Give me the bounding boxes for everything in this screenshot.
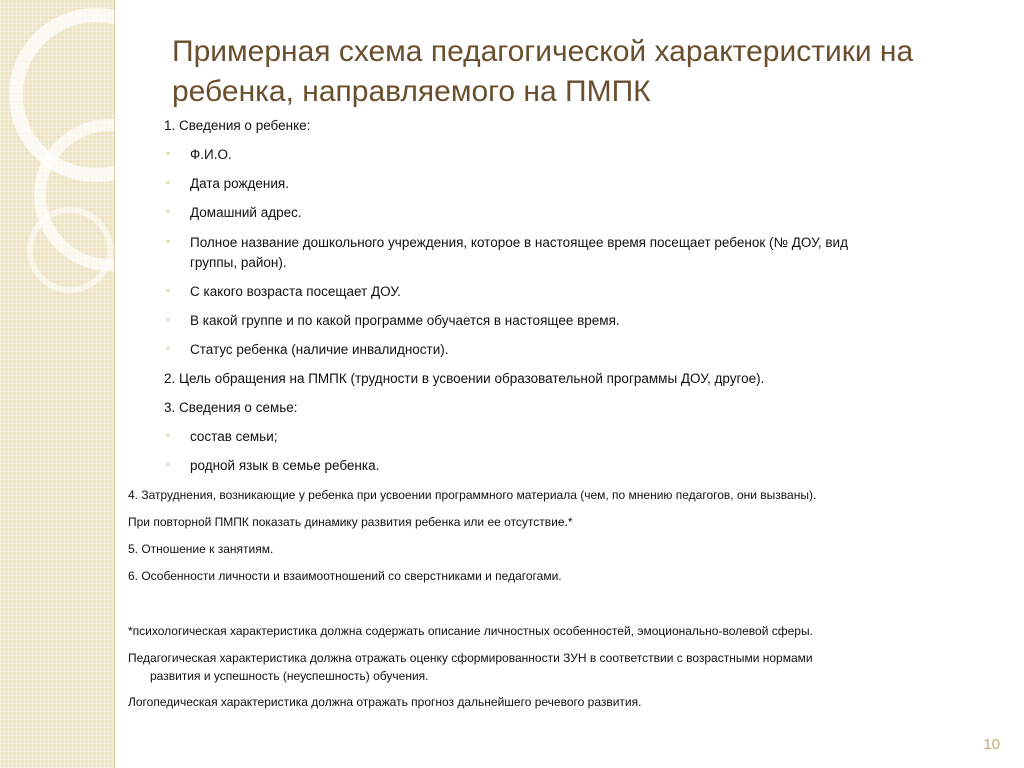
bullet-icon: ◦ — [166, 148, 170, 160]
section-4-heading: 4. Затруднения, возникающие у ребенка при усвоении программного материала (чем, по мнению педагогов, они вызваны). — [128, 488, 817, 502]
list-item-status: Статус ребенка (наличие инвалидности). — [190, 342, 449, 357]
section-3-heading: 3. Сведения о семье: — [164, 400, 298, 415]
bullet-icon: ◦ — [166, 343, 170, 355]
section-2-heading: 2. Цель обращения на ПМПК (трудности в усвоении образовательной программы ДОУ, другое). — [164, 371, 765, 386]
list-item-age: С какого возраста посещает ДОУ. — [190, 284, 401, 299]
bullet-icon: ◦ — [166, 285, 170, 297]
slide-title: Примерная схема педагогической характеристики на ребенка, направляемого на ПМПК — [172, 35, 914, 108]
page-number: 10 — [983, 736, 1000, 753]
bullet-icon: ◦ — [166, 430, 170, 442]
section-6-heading: 6. Особенности личности и взаимоотношений со сверстниками и педагогами. — [128, 569, 562, 583]
section-4-note: При повторной ПМПК показать динамику развития ребенка или ее отсутствие.* — [128, 515, 573, 529]
bullet-icon: ◦ — [166, 459, 170, 471]
bullet-icon: ◦ — [166, 236, 170, 248]
note-speech: Логопедическая характеристика должна отражать прогноз дальнейшего речевого развития. — [128, 695, 642, 709]
list-item-school-line2: группы, район). — [190, 255, 287, 270]
note-psychological: *психологическая характеристика должна содержать описание личностных особенностей, эмоционально-волевой сферы. — [128, 624, 813, 638]
bullet-icon: ◦ — [166, 206, 170, 218]
section-1-heading: 1. Сведения о ребенке: — [164, 118, 311, 133]
list-item-group: В какой группе и по какой программе обучается в настоящее время. — [190, 313, 620, 328]
note-pedagogical-line1: Педагогическая характеристика должна отражать оценку сформированности ЗУН в соответствии с возрастными нормами — [128, 651, 813, 665]
bullet-icon: ◦ — [166, 314, 170, 326]
note-pedagogical-line2: развития и успешность (неуспешность) обучения. — [150, 669, 429, 683]
list-item-family: состав семьи; — [190, 429, 278, 444]
list-item-fio: Ф.И.О. — [190, 147, 232, 162]
list-item-address: Домашний адрес. — [190, 205, 302, 220]
list-item-birthdate: Дата рождения. — [190, 176, 289, 191]
bullet-icon: ◦ — [166, 177, 170, 189]
section-5-heading: 5. Отношение к занятиям. — [128, 542, 274, 556]
list-item-school-line1: Полное название дошкольного учреждения, которое в настоящее время посещает ребенок (№ ДОУ, вид — [190, 235, 848, 250]
list-item-language: родной язык в семье ребенка. — [190, 458, 380, 473]
